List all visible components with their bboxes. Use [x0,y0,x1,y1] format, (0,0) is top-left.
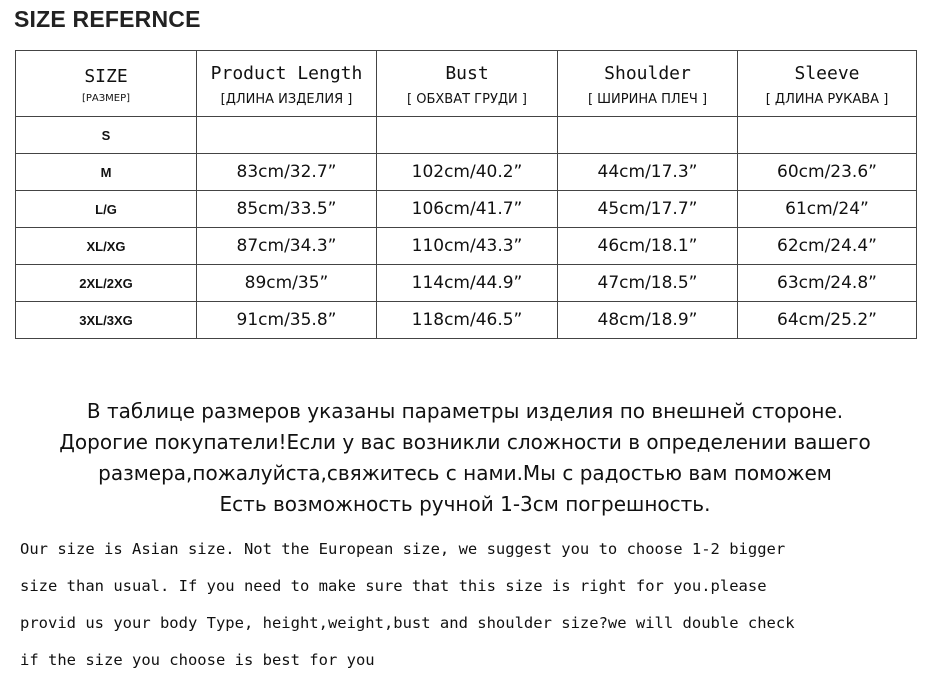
table-row [16,191,917,228]
header-size [16,51,197,117]
size-cell: 3XL/3XG [16,302,197,339]
header-shoulder-label-ru: [ ШИРИНА ПЛЕЧ ] [587,92,708,107]
russian-note-line: размера,пожалуйста,свяжитесь с нами.Мы с радостью вам поможем [98,461,832,485]
english-note-line: provid us your body Type, height,weight,bust and shoulder size?we will double check [20,614,795,632]
bust-cell: 102cm/40.2” [377,154,558,191]
english-note-line: size than usual. If you need to make sure that this size is right for you.please [20,577,767,595]
sleeve-cell: 62cm/24.4” [738,228,917,265]
shoulder-cell: 47cm/18.5” [558,265,738,302]
length-cell: 91cm/35.8” [197,302,377,339]
shoulder-cell: 45cm/17.7” [558,191,738,228]
sleeve-cell: 60cm/23.6” [738,154,917,191]
table-row [16,228,917,265]
size-chart-table [15,50,917,339]
english-note-line: if the size you choose is best for you [20,651,375,669]
table-row [16,302,917,339]
shoulder-cell: 48cm/18.9” [558,302,738,339]
header-product-length-label-ru: [ДЛИНА ИЗДЕЛИЯ ] [220,92,353,107]
header-sleeve-label: Sleeve [794,63,860,84]
header-bust-label: Bust [445,63,489,84]
length-cell: 87cm/34.3” [197,228,377,265]
table-row [16,117,917,154]
russian-note-line: Дорогие покупатели!Если у вас возникли сложности в определении вашего [59,430,871,454]
header-sleeve-label-ru: [ ДЛИНА РУКАВА ] [765,92,889,107]
russian-note-line: В таблице размеров указаны параметры изделия по внешней стороне. [86,399,844,423]
header-bust-label-ru: [ ОБХВАТ ГРУДИ ] [407,92,527,107]
header-sleeve [738,51,917,117]
length-cell: 85cm/33.5” [197,191,377,228]
table-row [16,154,917,191]
sleeve-cell [738,117,917,154]
length-cell [197,117,377,154]
bust-cell: 114cm/44.9” [377,265,558,302]
english-note [20,536,920,684]
shoulder-cell: 46cm/18.1” [558,228,738,265]
russian-note-line: Есть возможность ручной 1-3см погрешность. [219,492,711,516]
shoulder-cell [558,117,738,154]
header-product-length-label: Product Length [210,63,363,84]
length-cell: 89cm/35” [197,265,377,302]
size-cell: XL/XG [16,228,197,265]
sleeve-cell: 63cm/24.8” [738,265,917,302]
sleeve-cell: 61cm/24” [738,191,917,228]
length-cell: 83cm/32.7” [197,154,377,191]
english-note-line: Our size is Asian size. Not the European size, we suggest you to choose 1-2 bigger [20,540,786,558]
bust-cell: 118cm/46.5” [377,302,558,339]
table-header-row [16,51,917,117]
russian-note [0,396,930,520]
size-cell: L/G [16,191,197,228]
shoulder-cell: 44cm/17.3” [558,154,738,191]
header-size-label: SIZE [84,66,128,87]
header-size-label-ru: [РАЗМЕР] [81,93,131,104]
page-title: SIZE REFERNCE [14,6,201,32]
bust-cell [377,117,558,154]
size-cell: S [16,117,197,154]
size-cell: M [16,154,197,191]
sleeve-cell: 64cm/25.2” [738,302,917,339]
header-shoulder-label: Shoulder [604,63,691,84]
bust-cell: 110cm/43.3” [377,228,558,265]
size-cell: 2XL/2XG [16,265,197,302]
bust-cell: 106cm/41.7” [377,191,558,228]
table-row [16,265,917,302]
header-shoulder [558,51,738,117]
header-product-length [197,51,377,117]
header-bust [377,51,558,117]
